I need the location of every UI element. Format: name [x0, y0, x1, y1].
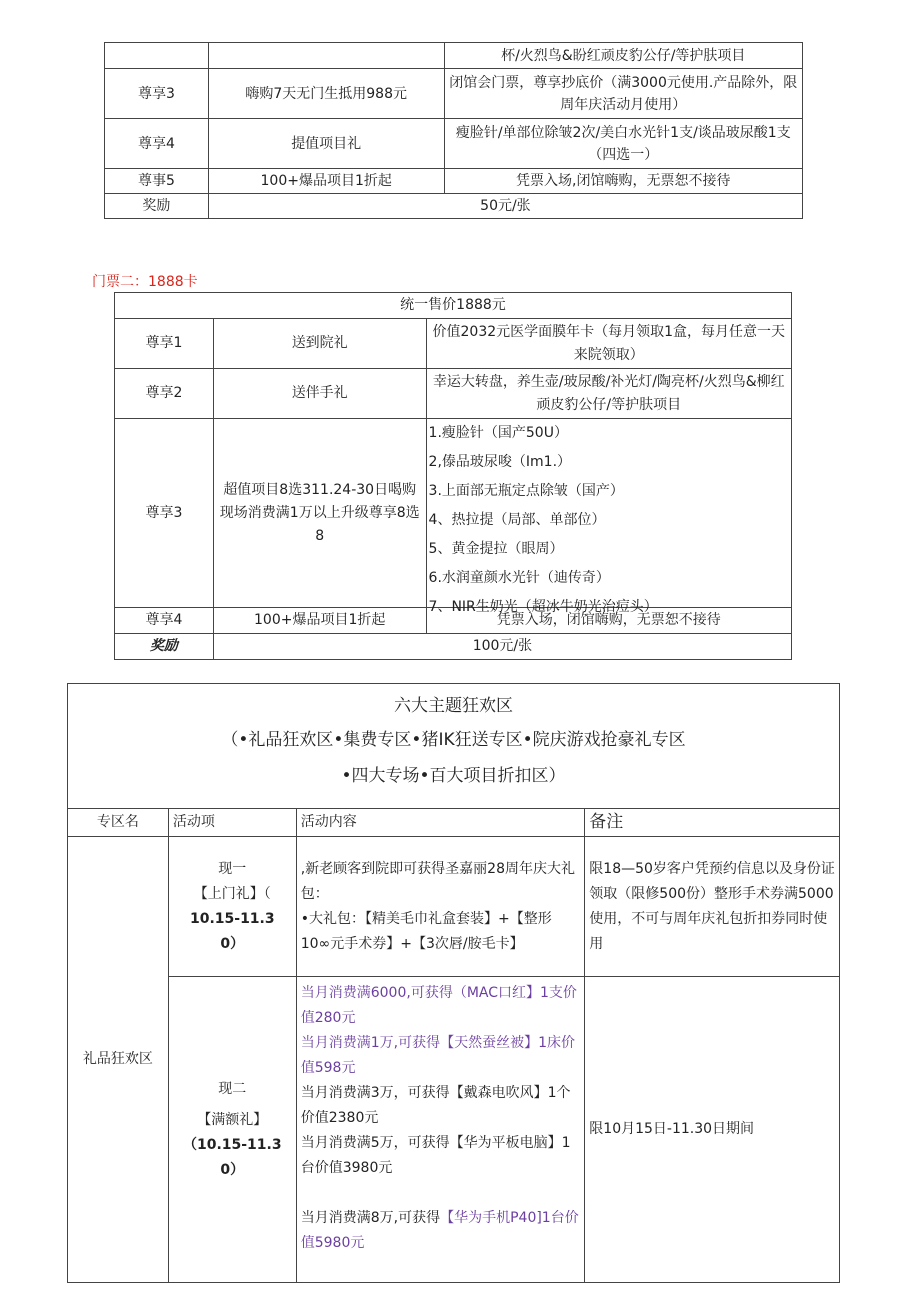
- table-row: [115, 319, 792, 369]
- ticket1-table: [104, 42, 803, 219]
- activity-line: 【上门礼】（: [193, 885, 271, 902]
- tier-name: 尊享1: [115, 319, 214, 369]
- zones-title: 六大主题狂欢区: [394, 696, 513, 716]
- column-header: 活动项: [168, 809, 296, 837]
- table-header-row: [68, 809, 840, 837]
- tier-item: 超值项目8选311.24-30日喝购现场消费满1万以上升级尊享8选8: [213, 419, 426, 608]
- table-row: [115, 634, 792, 660]
- benefit-cell: 杯/火烈鸟&盼红顽皮豹公仔/等护肤项目: [444, 43, 802, 69]
- zones-subtitle: •四大专场•百大项目折扣区）: [341, 766, 566, 786]
- tier-benefit: 价值2032元医学面膜年卡（每月领取1盒，每月任意一天来院领取）: [426, 319, 791, 369]
- table-row: [105, 69, 803, 119]
- tier-item: 嗨购7天无门生抵用988元: [208, 69, 444, 119]
- tier-item: 提值项目礼: [208, 119, 444, 169]
- note-cell: 限18—50岁客户凭预约信息以及身份证领取（限修500份）整形手术券满5000使用，不可与周年庆礼包折扣券同时使用: [585, 837, 840, 977]
- activity-line: 现二: [218, 1080, 247, 1097]
- content-line: 当月消费满5万，可获得【华为平板电脑】1台价值3980元: [300, 1135, 571, 1176]
- table-row: [105, 43, 803, 69]
- table-row: [115, 369, 792, 419]
- list-item: 4、热拉提（局部、单部位）: [428, 512, 606, 528]
- activity-line: （10.15-11.3: [182, 1136, 282, 1153]
- list-item: 2,傣品玻尿唆（Im1.）: [428, 454, 572, 470]
- activity-cell: [168, 977, 296, 1283]
- table-row: [68, 837, 840, 977]
- content-cell: [296, 977, 585, 1283]
- table-cell: [208, 43, 444, 69]
- content-line: [301, 1031, 581, 1081]
- zones-subtitle: （•礼品狂欢区•集费专区•猪IK狂送专区•院庆游戏抢豪礼专区: [221, 730, 686, 750]
- tier-name: 尊享2: [115, 369, 214, 419]
- tier-name: 尊享3: [115, 419, 214, 608]
- reward-label: 奖励: [115, 634, 214, 660]
- tier-benefit: 瘦脸针/单部位除皱2次/美白水光针1支/谈品玻尿酸1支（四选一）: [444, 119, 802, 169]
- content-line: •大礼包：【精美毛巾礼盒套装】+【整形10∞元手术券】+【3次唇/胺毛卡】: [300, 910, 552, 952]
- tier-benefit-list: [426, 419, 791, 615]
- tier-benefit: 凭票入场,闭馆嗨购，无票恕不接待: [444, 169, 802, 194]
- content-gift: 【天然蚕丝被】1床价值598元: [300, 1035, 576, 1076]
- tier-item: 100+爆品项目1折起: [208, 169, 444, 194]
- table-row: [115, 293, 792, 319]
- content-line: [301, 1206, 581, 1256]
- content-gift: 【华为手机P40]1台价值5980元: [300, 1210, 579, 1251]
- zones-title-cell: [68, 684, 840, 809]
- ticket2-table: [114, 292, 792, 660]
- zones-table: [67, 683, 840, 1283]
- tier-benefit: 凭票入场，闭馆嗨购，无票恕不接待: [426, 608, 791, 634]
- column-header: 专区名: [68, 809, 169, 837]
- reward-value: 50元/张: [208, 194, 802, 219]
- content-line: ,新老顾客到院即可获得圣嘉丽28周年庆大礼包：: [300, 860, 575, 902]
- content-line: 当月消费满6000,可获得（MAC口红】1支价值280元: [300, 985, 577, 1026]
- content-prefix: 当月消费满8万,可获得: [300, 1210, 441, 1226]
- activity-cell: [168, 837, 296, 977]
- activity-line: 0）: [220, 1161, 245, 1178]
- column-header: 备注: [585, 809, 840, 837]
- content-line: 当月消费满3万，可获得【戴森电吹风】1个价值2380元: [300, 1085, 571, 1126]
- activity-line: 【满额礼】: [197, 1111, 268, 1128]
- reward-value: 100元/张: [213, 634, 791, 660]
- note-cell: 限10月15日-11.30日期间: [585, 977, 840, 1283]
- list-item: 1.瘦脸针（国产50U）: [428, 425, 568, 441]
- list-item: 5、黄金提拉（眼周）: [428, 541, 564, 557]
- table-cell: [105, 43, 209, 69]
- content-prefix: 当月消费满1万,可获得: [300, 1035, 441, 1051]
- zone-name: 礼品狂欢区: [68, 837, 169, 1283]
- table-row: [105, 119, 803, 169]
- tier-benefit: 闭馆会门票，尊享抄底价（满3000元使用.产品除外，限周年庆活动月使用）: [444, 69, 802, 119]
- tier-item: 送到院礼: [213, 319, 426, 369]
- ticket2-heading: 门票二：1888卡: [92, 274, 198, 290]
- tier-name: 尊事5: [105, 169, 209, 194]
- activity-line: 10.15-11.3: [189, 910, 275, 927]
- list-item: 6.水润童颜水光针（迪传奇）: [428, 570, 610, 586]
- table-row: [105, 194, 803, 219]
- tier-name: 尊享4: [105, 119, 209, 169]
- price-row: 统一售价1888元: [115, 293, 792, 319]
- tier-name: 尊享3: [105, 69, 209, 119]
- tier-item: 100+爆品项目1折起: [213, 608, 426, 634]
- activity-line: 现一: [218, 860, 247, 877]
- list-item: 7、NIR生奶光（超冰牛奶光治痘头）: [428, 599, 658, 615]
- table-row: [68, 977, 840, 1283]
- tier-name: 尊享4: [115, 608, 214, 634]
- table-row: [115, 419, 792, 608]
- table-row: [105, 169, 803, 194]
- reward-label: 奖励: [105, 194, 209, 219]
- tier-item: 送伴手礼: [213, 369, 426, 419]
- content-cell: [296, 837, 585, 977]
- column-header: 活动内容: [296, 809, 585, 837]
- list-item: 3.上面部无瓶定点除皱（国产）: [428, 483, 624, 499]
- table-row: [68, 684, 840, 809]
- activity-line: 0）: [220, 935, 245, 952]
- tier-benefit: 幸运大转盘，养生壶/玻尿酸/补光灯/陶亮杯/火烈鸟&柳红顽皮豹公仔/等护肤项目: [426, 369, 791, 419]
